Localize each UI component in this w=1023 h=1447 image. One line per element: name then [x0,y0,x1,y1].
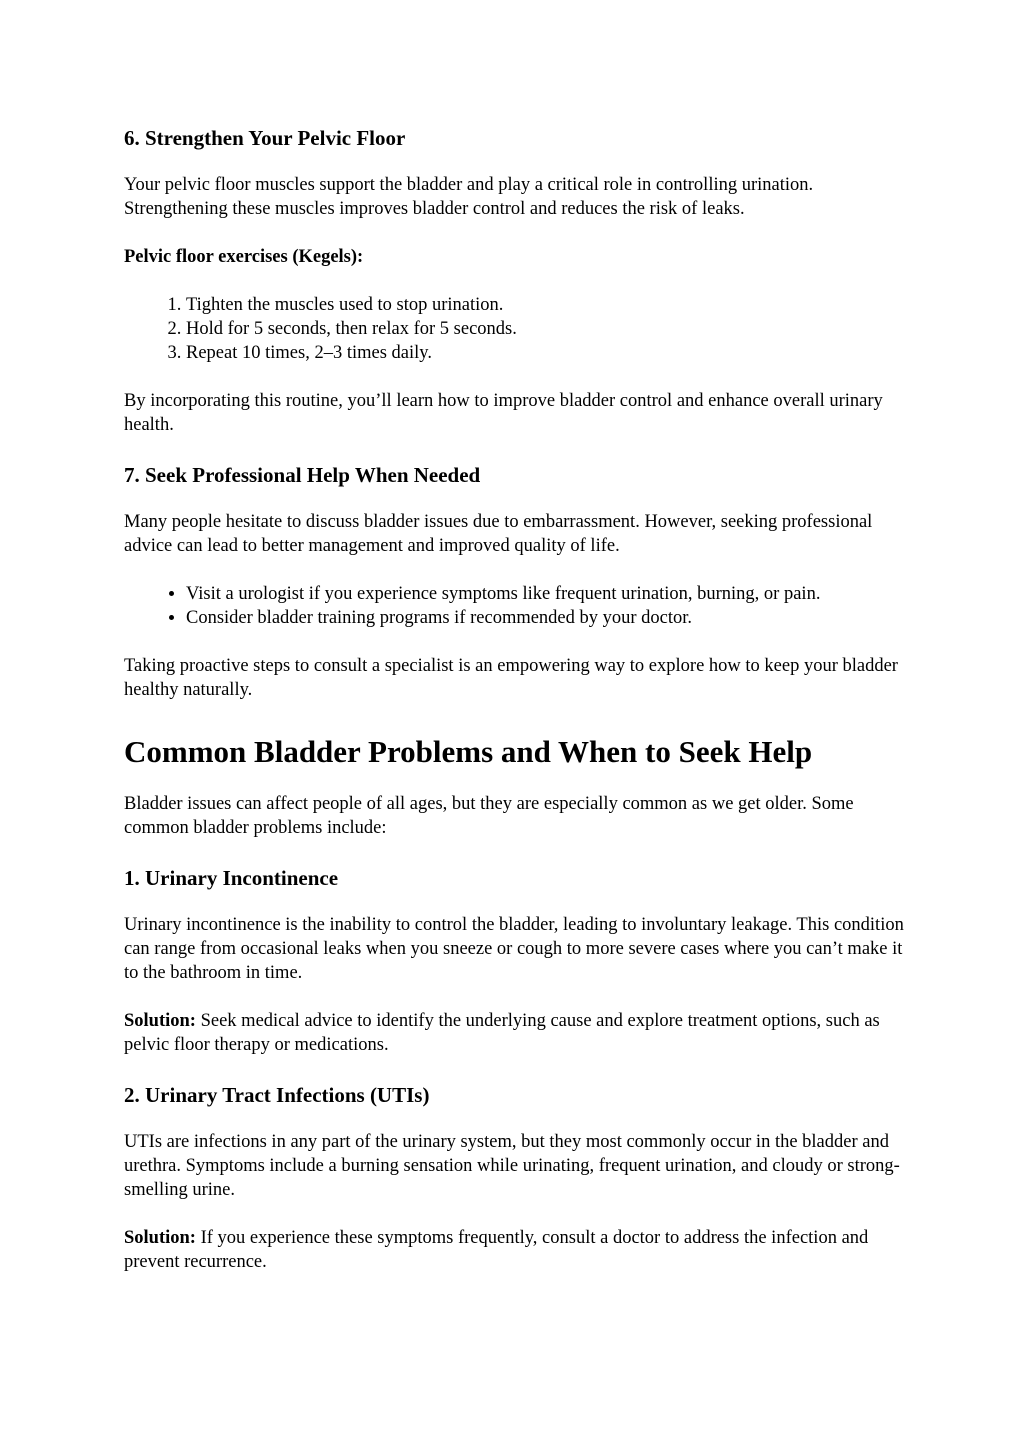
section-6-intro: Your pelvic floor muscles support the bladder and play a critical role in controlling urination. Strengthening these muscles improves bladder control and reduces the risk of leaks. [124,175,814,219]
document-page [124,124,914,1274]
problem-2-solution: Solution: If you experience these symptoms frequently, consult a doctor to address the infection and prevent recurrence. [124,1228,869,1272]
list-item: • Visit a urologist if you experience symptoms like frequent urination, burning, or pain. [186,582,914,606]
section-7-heading: 7. Seek Professional Help When Needed [124,463,481,487]
professional-help-list [124,582,914,630]
common-problems-heading: Common Bladder Problems and When to Seek Help [124,734,813,769]
section-6-heading: 6. Strengthen Your Pelvic Floor [124,126,406,150]
exercises-label: Pelvic floor exercises (Kegels): [124,247,364,267]
kegel-steps-list [124,293,914,365]
list-item: 3. Repeat 10 times, 2–3 times daily. [186,341,914,365]
common-problems-intro: Bladder issues can affect people of all ages, but they are especially common as we get older. Some common bladder problems include: [124,794,854,838]
list-item: • Consider bladder training programs if recommended by your doctor. [186,606,914,630]
solution-label: Solution: [124,1228,196,1248]
problem-2-heading: 2. Urinary Tract Infections (UTIs) [124,1083,430,1107]
section-6-closing: By incorporating this routine, you’ll learn how to improve bladder control and enhance overall urinary health. [124,391,883,435]
section-7-intro: Many people hesitate to discuss bladder issues due to embarrassment. However, seeking professional advice can lead to better management and improved quality of life. [124,512,873,556]
problem-2-description: UTIs are infections in any part of the urinary system, but they most commonly occur in the bladder and urethra. Symptoms include a burning sensation while urinating, frequent urination, and cloudy or strong-smelling urine. [124,1132,900,1200]
problem-1-solution: Solution: Seek medical advice to identify the underlying cause and explore treatment options, such as pelvic floor therapy or medications. [124,1011,880,1055]
list-item: 1. Tighten the muscles used to stop urination. [186,293,914,317]
problem-1-heading: 1. Urinary Incontinence [124,866,339,890]
section-7-closing: Taking proactive steps to consult a specialist is an empowering way to explore how to keep your bladder healthy naturally. [124,656,898,700]
problem-1-description: Urinary incontinence is the inability to control the bladder, leading to involuntary leakage. This condition can range from occasional leaks when you sneeze or cough to more severe cases where you can’t make it to the bathroom in time. [124,915,904,983]
list-item: 2. Hold for 5 seconds, then relax for 5 seconds. [186,317,914,341]
solution-label: Solution: [124,1011,196,1031]
